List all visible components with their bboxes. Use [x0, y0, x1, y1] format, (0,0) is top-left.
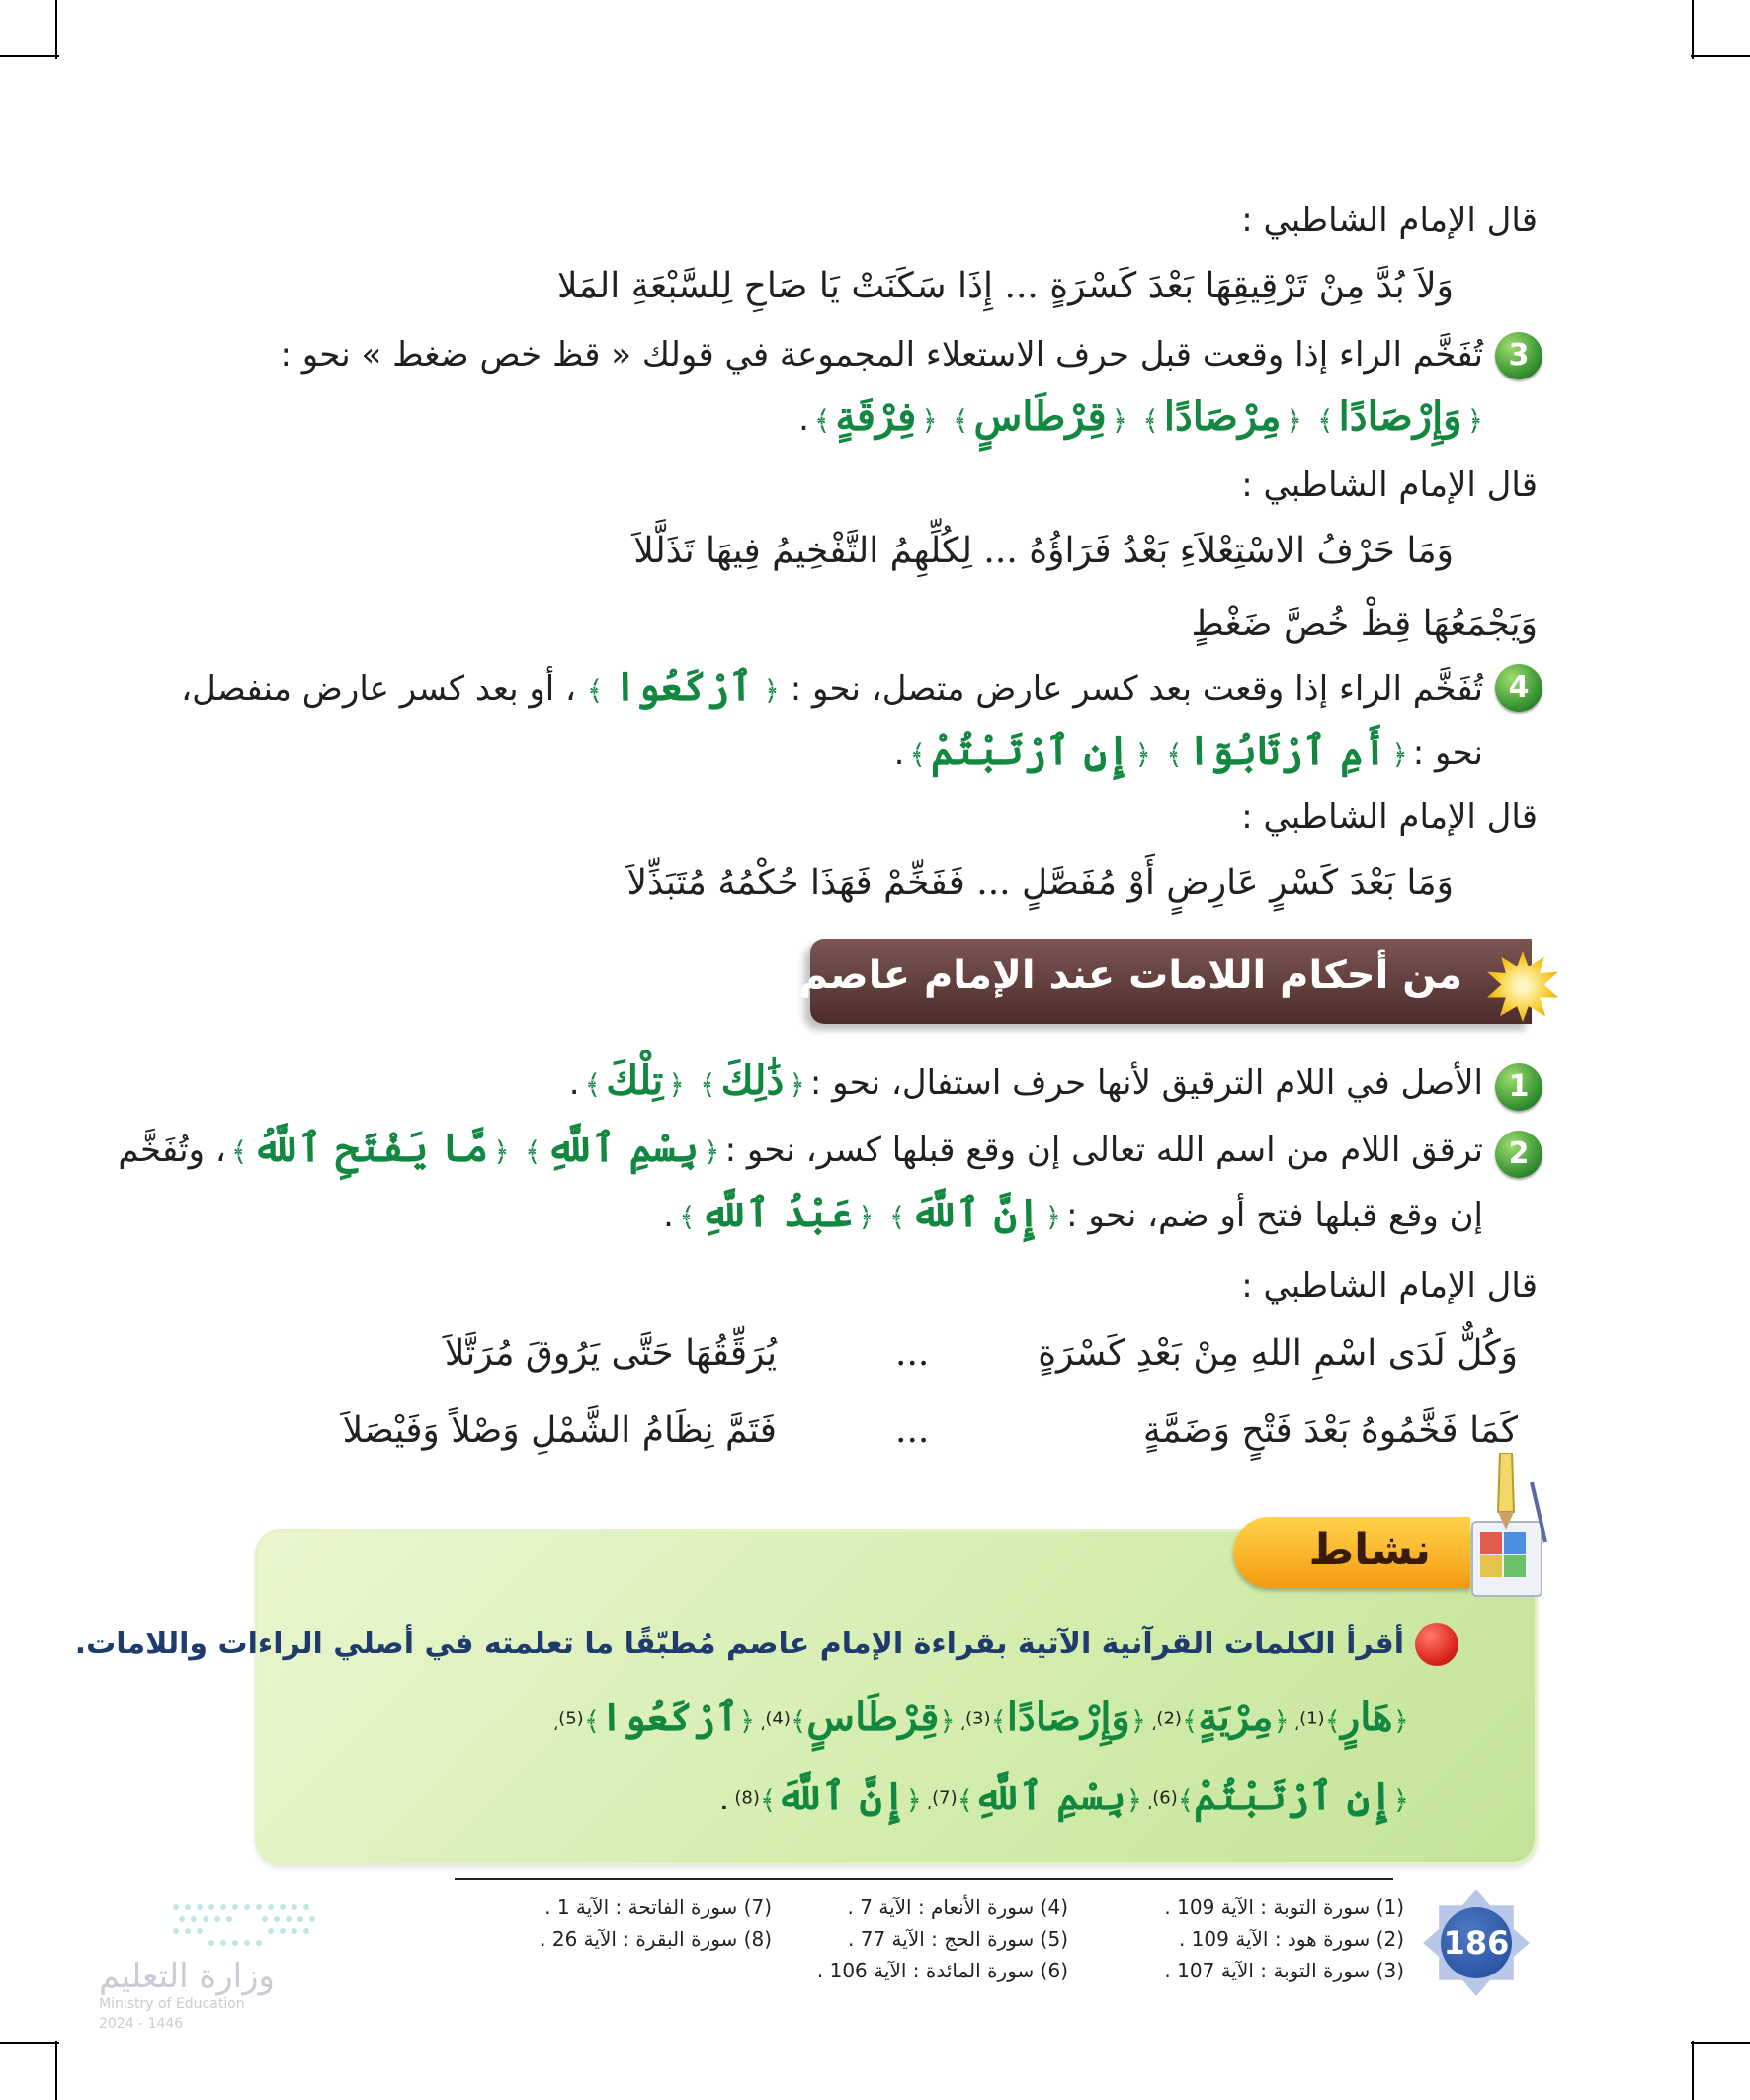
ornament-open-icon: ﴿ [1392, 1784, 1409, 1816]
page-number: 186 [1441, 1907, 1512, 1978]
footnote-ref: (6) [1152, 1787, 1178, 1808]
ornament-open-icon: ﴿ [738, 1705, 756, 1737]
rule-number-badge: 4 [1495, 664, 1542, 712]
ornament-open-icon: ﴿ [939, 1705, 956, 1737]
ornament-close-icon: ﴾ [1317, 404, 1334, 437]
footnote: (8) سورة البقرة : الآية 26 . [540, 1927, 772, 1951]
bullet-icon [1415, 1623, 1458, 1666]
shatibi-label: قال الإمام الشاطبي : [1241, 798, 1538, 837]
footnote: (4) سورة الأنعام : الآية 7 . [847, 1895, 1068, 1919]
shatibi-label: قال الإمام الشاطبي : [1241, 201, 1538, 240]
footnote-ref: (1) [1299, 1708, 1325, 1729]
rule-4-examples: نحو : ﴿ أَمِ ٱرْتَابُوٓا ﴾ ﴿ إِنِ ٱرْتَبْتُمْ ﴾ . [893, 727, 1483, 774]
quran-word: فِرْقَةٍ [835, 393, 917, 440]
ornament-close-icon: ﴾ [700, 1068, 716, 1101]
crop-mark [0, 2042, 59, 2044]
ornament-close-icon: ﴾ [584, 1068, 602, 1101]
ornament-open-icon: ﴿ [1466, 404, 1483, 437]
footnote-divider [455, 1878, 1393, 1880]
ornament-open-icon: ﴿ [704, 1135, 720, 1168]
crop-mark [55, 0, 57, 59]
section-heading-title: من أحكام اللامات عند الإمام عاصم [798, 953, 1462, 998]
ornament-open-icon: ﴿ [858, 1201, 875, 1233]
verse-separator: ... [895, 1333, 930, 1374]
crop-mark [55, 2041, 57, 2100]
lam-rule-1-text: الأصل في اللام الترقيق لأنها حرف استفال، نحو : [809, 1063, 1483, 1103]
crop-mark [1691, 55, 1750, 57]
ornament-open-icon: ﴿ [905, 1784, 922, 1816]
footnote: (7) سورة الفاتحة : الآية 1 . [544, 1895, 772, 1919]
quran-word: ذَٰلِكَ [720, 1057, 785, 1104]
quran-word: وَإِرْصَادًا [1338, 393, 1462, 440]
activity-words-line-2: ﴿إِنِ ٱرْتَبْتُمْ﴾$^{(6)}$، ﴿بِسْمِ ٱللَّهِ﴾$^{(7)}$، ﴿إِنَّ ٱللَّهَ﴾$^{(8)}$ . [718, 1773, 1409, 1819]
ornament-open-icon: ﴿ [1392, 1705, 1409, 1737]
footnote-ref: (7) [932, 1787, 958, 1808]
shatibi-label: قال الإمام الشاطبي : [1241, 1266, 1538, 1305]
ornament-close-icon: ﴾ [990, 1705, 1007, 1737]
footnote: (6) سورة المائدة : الآية 106 . [816, 1959, 1068, 1982]
ornament-close-icon: ﴾ [524, 1135, 542, 1168]
verse-separator: ... [895, 1410, 930, 1451]
crop-mark [1692, 2041, 1694, 2100]
footnote: (2) سورة هود : الآية 109 . [1178, 1927, 1404, 1951]
footnote-ref: (3) [965, 1708, 991, 1729]
ornament-close-icon: ﴾ [230, 1135, 248, 1168]
ornament-open-icon: ﴿ [1125, 1784, 1142, 1816]
crop-mark [1692, 0, 1694, 59]
ornament-open-icon: ﴿ [493, 1135, 510, 1168]
ornament-open-icon: ﴿ [1134, 738, 1151, 771]
ornament-close-icon: ﴾ [953, 404, 969, 437]
quran-word: هَارٍ [1340, 1694, 1393, 1740]
footnote: (5) سورة الحج : الآية 77 . [848, 1927, 1068, 1951]
rule-number-badge: 2 [1495, 1131, 1542, 1178]
quran-word: إِنَّ ٱللَّهَ [776, 1773, 906, 1819]
quran-word: قِرْطَاسٍ [806, 1694, 940, 1740]
footnotes-col-2 [817, 1891, 1068, 1986]
quran-word: إِنِ ٱرْتَبْتُمْ [931, 727, 1130, 774]
ornament-close-icon: ﴾ [1324, 1705, 1341, 1737]
verse-hemistich-right: كَمَا فَخَّمُوهُ بَعْدَ فَتْحٍ وَضَمَّةٍ [1142, 1410, 1518, 1451]
ministry-name-ar: وزارة التعليم [99, 1957, 275, 1996]
rule-4-text-c: نحو : [1412, 733, 1483, 773]
shatibi-verse: وَلاَ بُدَّ مِنْ تَرْقِيقِهَا بَعْدَ كَسْرَةٍ ... إِذَا سَكَنَتْ يَا صَاحِ لِلسَّبْعَةِ المَلا [556, 266, 1454, 306]
ornament-open-icon: ﴿ [789, 1068, 805, 1101]
crop-mark [1691, 2042, 1750, 2044]
quran-word: مِرْيَةٍ [1198, 1694, 1274, 1740]
ornament-close-icon: ﴾ [583, 1705, 601, 1737]
quran-word: بِسْمِ ٱللَّهِ [545, 1125, 700, 1171]
ornament-close-icon: ﴾ [586, 674, 604, 707]
quran-word: إِنِ ٱرْتَبْتُمْ [1194, 1773, 1393, 1819]
ornament-open-icon: ﴿ [1111, 404, 1128, 437]
ornament-open-icon: ﴿ [1044, 1201, 1062, 1233]
quran-word: قِرْطَاسٍ [973, 393, 1107, 440]
ornament-close-icon: ﴾ [888, 1201, 906, 1233]
rule-4-text-a: تُفَخَّم الراء إذا وقعت بعد كسر عارض متصل، نحو : [790, 669, 1483, 709]
ministry-name-en: Ministry of Education [99, 1996, 245, 2012]
lam-rule-2-text-b: ، وتُفَخَّم [118, 1131, 226, 1170]
ornament-close-icon: ﴾ [1166, 738, 1183, 771]
shatibi-verse: وَمَا بَعْدَ كَسْرٍ عَارِضٍ أَوْ مُفَصَّلٍ ... فَفَخِّمْ فَهَذَا حُكْمُهُ مُتَبَذِّلاَ [626, 863, 1454, 903]
ornament-close-icon: ﴾ [759, 1784, 777, 1816]
quran-word: عَبْدُ ٱللَّهِ [700, 1190, 854, 1236]
lam-rule-2-text-c: إن وقع قبلها فتح أو ضم، نحو : [1066, 1196, 1483, 1235]
ornament-close-icon: ﴾ [790, 1705, 807, 1737]
shatibi-verse: وَمَا حَرْفُ الاسْتِعْلاَءِ بَعْدُ فَرَاؤُهُ ... لِكُلِّهِمُ التَّفْخِيمُ فِيهَا تَذَلَّلاَ [633, 531, 1454, 571]
activity-tab-label: نشاط [1308, 1525, 1431, 1575]
quran-word: مَّا يَفْتَحِ ٱللَّهُ [252, 1125, 489, 1171]
activity-instruction: أقرأ الكلمات القرآنية الآتية بقراءة الإمام عاصم مُطبّقًا ما تعلمته في أصلي الراءات واللامات. [74, 1627, 1404, 1661]
ornament-close-icon: ﴾ [909, 738, 926, 771]
ornament-open-icon: ﴿ [921, 404, 938, 437]
quran-word: ٱرْكَعُوا [600, 1694, 739, 1740]
footnote: (1) سورة التوبة : الآية 109 . [1164, 1895, 1404, 1919]
quran-word: ٱرْكَعُوا [614, 663, 753, 710]
footnote: (3) سورة التوبة : الآية 107 . [1164, 1959, 1404, 1982]
activity-words-line-1: ﴿هَارٍ﴾$^{(1)}$، ﴿مِرْيَةٍ﴾$^{(2)}$، ﴿وَإِرْصَادًا﴾$^{(3)}$، ﴿قِرْطَاسٍ﴾$^{(4)}$، ﴿ٱرْكَعُوا﴾$^{(5)}$، [553, 1694, 1409, 1740]
verse-hemistich-left: يُرَقِّقُهَا حَتَّى يَرُوقَ مُرَتَّلاَ [444, 1333, 777, 1374]
lam-rule-2-cont: إن وقع قبلها فتح أو ضم، نحو : ﴿ إِنَّ ٱللَّهَ ﴾ ﴿ عَبْدُ ٱللَّهِ ﴾ . [663, 1190, 1483, 1236]
rule-number-badge: 3 [1495, 332, 1542, 379]
ornament-open-icon: ﴿ [1129, 1705, 1147, 1737]
section-heading [798, 939, 1532, 1024]
quran-word: إِنَّ ٱللَّهَ [910, 1190, 1041, 1236]
crop-mark [0, 55, 59, 57]
ornament-open-icon: ﴿ [1273, 1705, 1290, 1737]
edition-year: 2024 - 1446 [99, 2016, 184, 2032]
footnote-ref: (4) [765, 1708, 791, 1729]
ornament-close-icon: ﴾ [679, 1201, 696, 1233]
lam-rule-1: الأصل في اللام الترقيق لأنها حرف استفال، نحو : ﴿ ذَٰلِكَ ﴾ ﴿ تِلْكَ ﴾ . [568, 1057, 1483, 1104]
ornament-open-icon: ﴿ [763, 674, 780, 707]
rule-number-badge: 1 [1495, 1063, 1542, 1111]
quran-word: بِسْمِ ٱللَّهِ [973, 1773, 1126, 1819]
ornament-close-icon: ﴾ [813, 404, 831, 437]
quran-word: تِلْكَ [606, 1057, 664, 1104]
rule-4-text [181, 662, 1483, 715]
shatibi-label: قال الإمام الشاطبي : [1241, 465, 1538, 505]
shatibi-verse: وَيَجْمَعُهَا قِظْ خُصَّ ضَغْطٍ [1191, 604, 1538, 644]
ornament-close-icon: ﴾ [1177, 1784, 1195, 1816]
ornament-open-icon: ﴿ [1286, 404, 1302, 437]
footnote-ref: (5) [558, 1708, 584, 1729]
lam-rule-2 [118, 1125, 1483, 1175]
ornament-open-icon: ﴿ [1391, 738, 1408, 771]
quran-word: مِرْصَادًا [1163, 393, 1282, 440]
lam-rule-2-text-a: ترقق اللام من اسم الله تعالى إن وقع قبلها كسر، نحو : [724, 1131, 1483, 1170]
verse-hemistich-right: وَكُلٌّ لَدَى اسْمِ اللهِ مِنْ بَعْدِ كَسْرَةٍ [1038, 1333, 1518, 1374]
ornament-close-icon: ﴾ [1181, 1705, 1199, 1737]
quran-word: أَمِ ٱرْتَابُوٓا [1187, 727, 1387, 774]
ornament-close-icon: ﴾ [957, 1784, 974, 1816]
activity-tab [1233, 1517, 1470, 1588]
ministry-logo-icon [166, 1897, 324, 1957]
ornament-open-icon: ﴿ [668, 1068, 685, 1101]
footnotes-col-1 [1164, 1891, 1404, 1986]
verse-hemistich-left: فَتَمَّ نِظَامُ الشَّمْلِ وَصْلاً وَفَيْصَلاَ [342, 1410, 777, 1451]
rule-3-examples: ﴿ وَإِرْصَادًا ﴾ ﴿ مِرْصَادًا ﴾ ﴿ قِرْطَاسٍ ﴾ ﴿ فِرْقَةٍ ﴾ . [798, 393, 1483, 440]
ornament-close-icon: ﴾ [1142, 404, 1159, 437]
footnote-ref: (2) [1156, 1708, 1182, 1729]
pen-and-paper-icon [1443, 1453, 1551, 1601]
rule-4-text-b: ، أو بعد كسر عارض منفصل، [181, 669, 577, 709]
quran-word: وَإِرْصَادًا [1006, 1694, 1130, 1740]
footnote-ref: (8) [734, 1787, 760, 1808]
footnotes-col-3 [540, 1891, 772, 1955]
rule-3-text: تُفَخَّم الراء إذا وقعت قبل حرف الاستعلاء المجموعة في قولك « قظ خص ضغط » نحو : [280, 335, 1483, 375]
